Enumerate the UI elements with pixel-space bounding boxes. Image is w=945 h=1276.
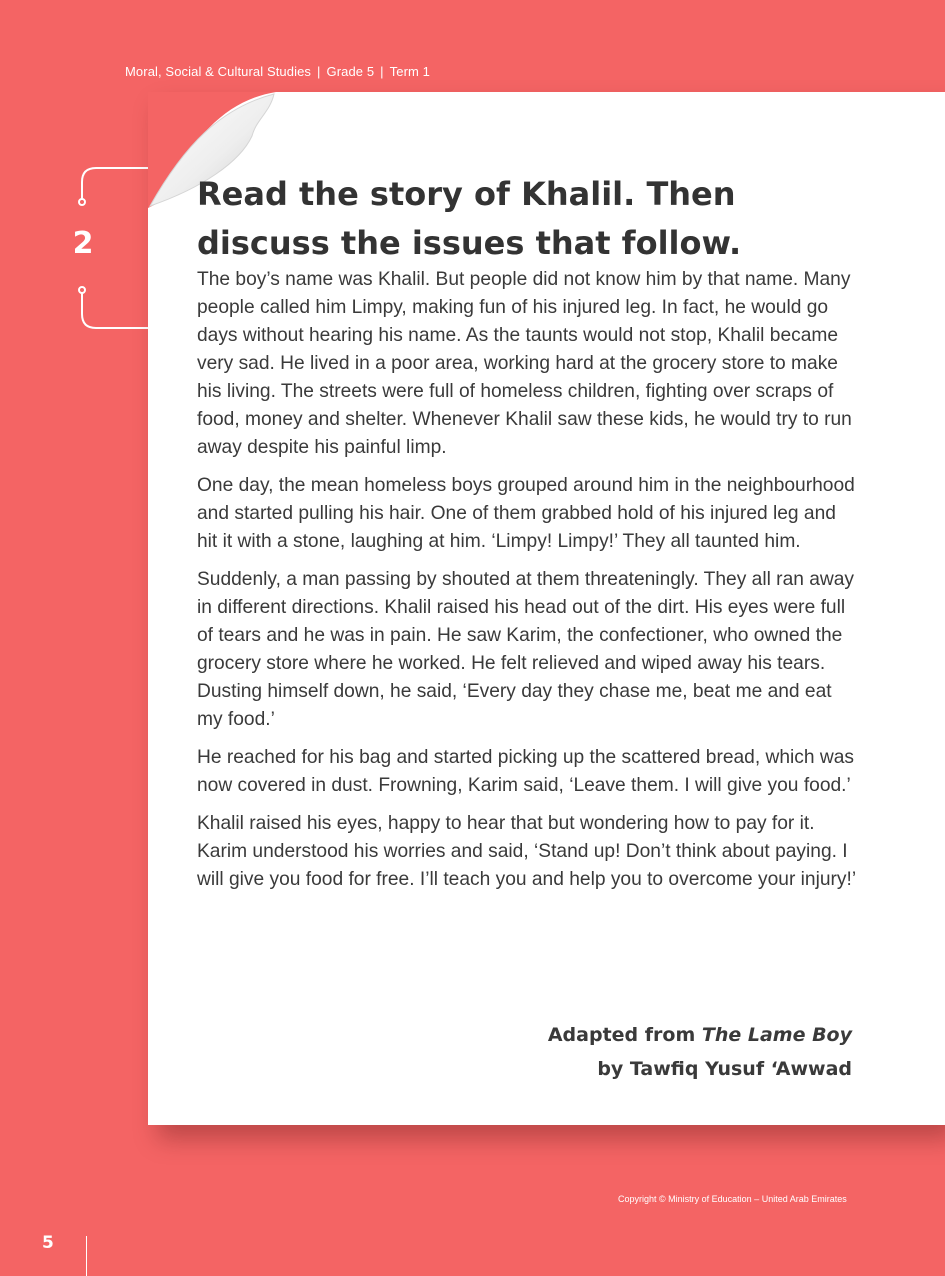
story-paragraph: He reached for his bag and started picking up the scattered bread, which was now covered in dust. Frowning, Karim said, ‘Leave them. I will give you food.’ — [197, 747, 855, 796]
header-term: Term 1 — [389, 64, 430, 79]
copyright-notice: Copyright © Ministry of Education – United Arab Emirates — [618, 1194, 847, 1204]
story-paragraph: Suddenly, a man passing by shouted at them threateningly. They all ran away in different directions. Khalil raised his head out of the dirt. His eyes were full of tears and he was in pain. He saw Karim, the confectioner, who owned the grocery store where he worked. He felt relieved and wiped away his tears. Dusting himself down, he said, ‘Every day they chase me, beat me and eat my food.’ — [197, 569, 855, 730]
source-credit — [548, 1018, 852, 1086]
credit-prefix: Adapted from — [547, 1024, 702, 1046]
footer-divider — [86, 1236, 87, 1276]
story-paragraph: One day, the mean homeless boys grouped around him in the neighbourhood and started pulling his hair. One of them grabbed hold of his injured leg and hit it with a stone, laughing at him. ‘Limpy! Limpy!’ They all taunted him. — [197, 475, 855, 552]
header-subject: Moral, Social & Cultural Studies — [125, 64, 311, 79]
header-separator: | — [380, 64, 384, 79]
story-paragraph: The boy’s name was Khalil. But people did not know him by that name. Many people called him Limpy, making fun of his injured leg. In fact, he would go days without hearing his name. As the taunts would not stop, Khalil became very sad. He lived in a poor area, working hard at the grocery store to make his living. The streets were full of homeless children, fighting over scraps of food, money and shelter. Whenever Khalil saw these kids, he would try to run away despite his painful limp. — [197, 269, 852, 458]
credit-book-title: The Lame Boy — [701, 1024, 852, 1046]
section-marker-line — [0, 0, 150, 340]
running-header — [125, 64, 430, 79]
credit-author: by Tawfiq Yusuf ‘Awwad — [597, 1058, 852, 1080]
story-paragraph: Khalil raised his eyes, happy to hear that but wondering how to pay for it. Karim understood his worries and said, ‘Stand up! Don’t think about paying. I will give you food for free. I’ll teach you and help you to overcome your injury!’ — [197, 813, 857, 890]
header-grade: Grade 5 — [326, 64, 375, 79]
activity-title: Read the story of Khalil. Then discuss the issues that follow. — [197, 175, 742, 262]
credit-line-title — [548, 1018, 852, 1052]
header-separator: | — [317, 64, 321, 79]
section-number: 2 — [72, 226, 94, 261]
page-number: 5 — [42, 1233, 54, 1253]
story-text — [197, 266, 857, 904]
